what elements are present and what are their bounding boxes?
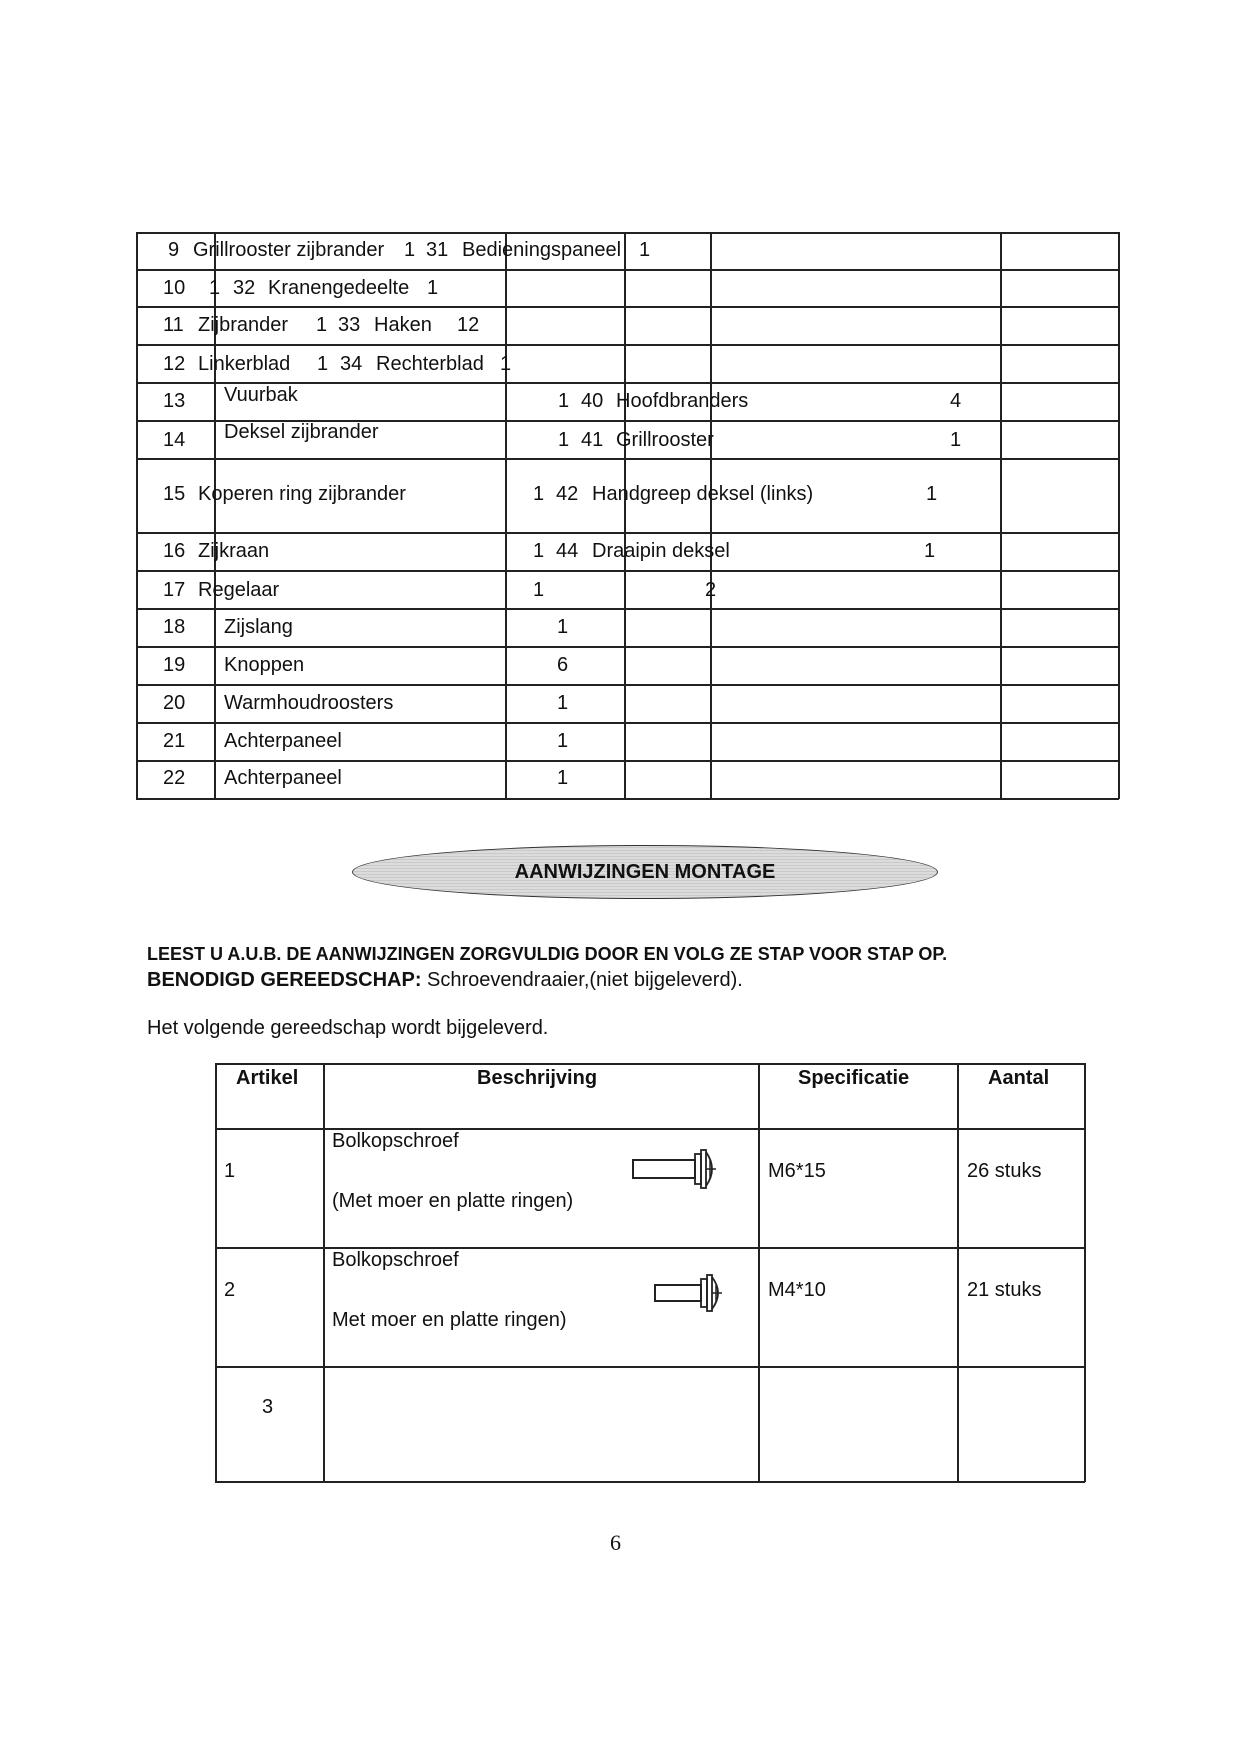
part-qty: 12 — [457, 314, 480, 336]
description-title: Bolkopschroef — [332, 1130, 459, 1152]
artikel-number: 3 — [262, 1396, 274, 1418]
part-name: Grillrooster zijbrander — [193, 239, 385, 261]
instruction-heading: LEEST U A.U.B. DE AANWIJZINGEN ZORGVULDIG DOOR EN VOLG ZE STAP VOOR STAP OP. — [147, 944, 948, 964]
section-title-banner — [352, 845, 938, 899]
part-number: 16 — [163, 540, 186, 562]
part-qty: 1 — [558, 429, 570, 451]
part-qty: 1 — [533, 483, 545, 505]
part-name: Kranengedeelte — [268, 277, 410, 299]
part-qty: 1 — [639, 239, 651, 261]
tools-line — [147, 969, 743, 992]
tools-value: Schroevendraaier,(niet bijgeleverd). — [427, 969, 743, 991]
part-number: 33 — [338, 314, 361, 336]
part-name: Bedieningspaneel — [462, 239, 622, 261]
part-name: Haken — [374, 314, 432, 336]
part-name: Achterpaneel — [224, 730, 342, 752]
part-qty: 6 — [557, 654, 569, 676]
header-aantal: Aantal — [988, 1067, 1050, 1089]
part-number: 32 — [233, 277, 256, 299]
specification: M6*15 — [768, 1160, 826, 1182]
description-note: (Met moer en platte ringen) — [332, 1190, 574, 1212]
specification: M4*10 — [768, 1279, 826, 1301]
part-qty: 1 — [558, 390, 570, 412]
part-qty: 2 — [705, 579, 717, 601]
part-number: 12 — [163, 353, 186, 375]
part-name: Hoofdbranders — [616, 390, 749, 412]
part-qty: 1 — [404, 239, 416, 261]
part-name: Zijkraan — [198, 540, 270, 562]
part-number: 34 — [340, 353, 363, 375]
part-name: Regelaar — [198, 579, 280, 601]
header-artikel: Artikel — [236, 1067, 299, 1089]
part-number: 19 — [163, 654, 186, 676]
part-name: Deksel zijbrander — [224, 421, 379, 443]
part-qty: 1 — [557, 692, 569, 714]
artikel-number: 1 — [224, 1160, 236, 1182]
part-name: Warmhoudroosters — [224, 692, 394, 714]
part-name: Handgreep deksel (links) — [592, 483, 814, 505]
part-name: Knoppen — [224, 654, 305, 676]
part-name: Grillrooster — [616, 429, 714, 451]
part-qty: 1 — [500, 353, 512, 375]
part-number: 11 — [163, 314, 184, 336]
part-number: 9 — [168, 239, 180, 261]
part-number: 22 — [163, 767, 186, 789]
page-number: 6 — [610, 1530, 621, 1555]
part-qty: 4 — [950, 390, 962, 412]
part-qty: 1 — [317, 353, 329, 375]
part-qty: 1 — [427, 277, 439, 299]
part-number: 14 — [163, 429, 186, 451]
part-number: 17 — [163, 579, 186, 601]
part-number: 44 — [556, 540, 579, 562]
part-number: 13 — [163, 390, 186, 412]
bolt-icon — [652, 1272, 726, 1314]
bolt-icon — [630, 1146, 720, 1192]
part-number: 10 — [163, 277, 186, 299]
part-qty: 1 — [926, 483, 938, 505]
part-qty: 1 — [557, 730, 569, 752]
part-qty: 1 — [557, 767, 569, 789]
part-qty: 1 — [533, 540, 545, 562]
quantity: 21 stuks — [967, 1279, 1042, 1301]
part-qty: 1 — [209, 277, 221, 299]
artikel-number: 2 — [224, 1279, 236, 1301]
part-name: Linkerblad — [198, 353, 291, 375]
part-qty: 1 — [316, 314, 328, 336]
header-beschrijving: Beschrijving — [477, 1067, 598, 1089]
description-note: Met moer en platte ringen) — [332, 1309, 567, 1331]
tools-label: BENODIGD GEREEDSCHAP: — [147, 969, 422, 991]
part-qty: 1 — [950, 429, 962, 451]
part-name: Zijslang — [224, 616, 293, 638]
part-number: 40 — [581, 390, 604, 412]
part-name: Draaipin deksel — [592, 540, 730, 562]
description-title: Bolkopschroef — [332, 1249, 459, 1271]
part-number: 18 — [163, 616, 186, 638]
part-qty: 1 — [557, 616, 569, 638]
part-name: Achterpaneel — [224, 767, 342, 789]
part-number: 20 — [163, 692, 186, 714]
quantity: 26 stuks — [967, 1160, 1042, 1182]
section-title: AANWIJZINGEN MONTAGE — [514, 860, 776, 883]
part-number: 21 — [163, 730, 186, 752]
header-specificatie: Specificatie — [798, 1067, 910, 1089]
part-number: 15 — [163, 483, 186, 505]
part-qty: 1 — [924, 540, 936, 562]
part-name: Koperen ring zijbrander — [198, 483, 406, 505]
part-name: Rechterblad — [376, 353, 484, 375]
part-number: 42 — [556, 483, 579, 505]
part-number: 41 — [581, 429, 604, 451]
part-qty: 1 — [533, 579, 545, 601]
part-name: Vuurbak — [224, 384, 298, 406]
supplied-text: Het volgende gereedschap wordt bijgeleverd. — [147, 1017, 549, 1039]
part-name: Zijbrander — [198, 314, 289, 336]
part-number: 31 — [426, 239, 449, 261]
